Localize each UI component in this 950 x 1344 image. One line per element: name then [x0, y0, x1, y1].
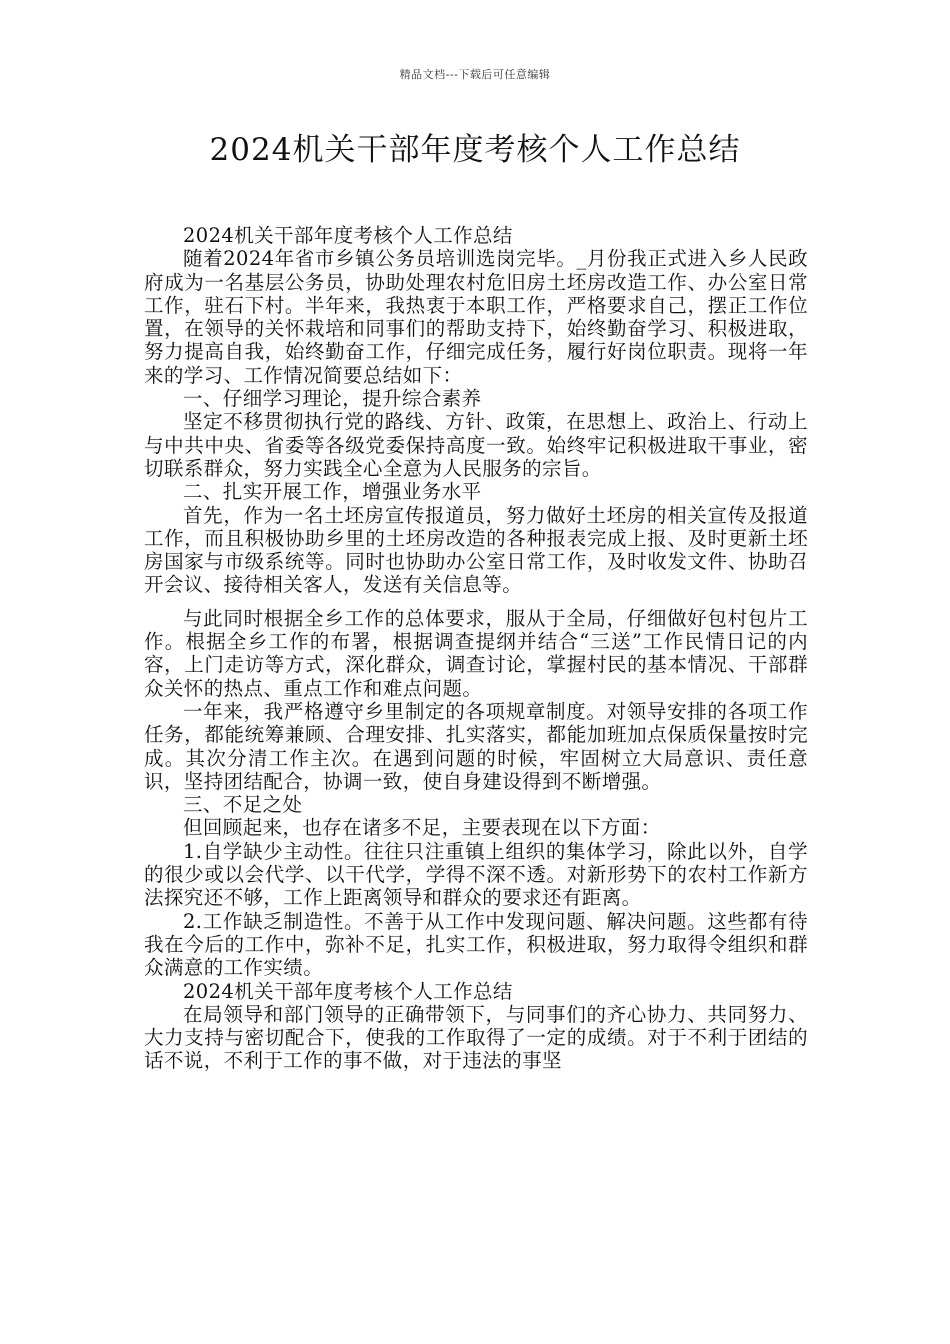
section-heading-1: 一、仔细学习理论，提升综合素养 — [183, 387, 482, 411]
document-body — [144, 224, 808, 1073]
paragraph-section-2-c: 一年来，我严格遵守乡里制定的各项规章制度。对领导安排的各项工作任务，都能统筹兼顾、合理安排、扎实落实，都能加班加点保质保量按时完成。其次分清工作主次。在遇到问题的时候，牢固树立大局意识、责任意识，坚持团结配合，协调一致，使自身建设得到不断增强。 — [144, 699, 808, 793]
paragraph-closing: 在局领导和部门领导的正确带领下，与同事们的齐心协力、共同努力、大力支持与密切配合下，使我的工作取得了一定的成绩。对于不利于团结的话不说，不利于工作的事不做，对于违法的事坚 — [144, 1002, 808, 1073]
document-title: 2024机关干部年度考核个人工作总结 — [209, 132, 741, 168]
paragraph-section-1: 坚定不移贯彻执行党的路线、方针、政策，在思想上、政治上、行动上与中共中央、省委等各级党委保持高度一致。始终牢记积极进取干事业，密切联系群众，努力实践全心全意为人民服务的宗旨。 — [144, 410, 808, 480]
section-heading-3: 三、不足之处 — [183, 793, 303, 817]
header-note: 精品文档---下载后可任意编辑 — [399, 68, 551, 81]
paragraph-section-2-b: 与此同时根据全乡工作的总体要求，服从于全局，仔细做好包村包片工作。根据全乡工作的布署，根据调查提纲并结合“三送”工作民情日记的内容，上门走访等方式，深化群众，调查讨论，掌握村民的基本情况、干部群众关怀的热点、重点工作和难点问题。 — [144, 606, 808, 700]
paragraph-intro: 随着2024年省市乡镇公务员培训选岗完毕。_月份我正式进入乡人民政府成为一名基层公务员，协助处理农村危旧房土坯房改造工作、办公室日常工作，驻石下村。半年来，我热衷于本职工作，严格要求自己，摆正工作位置，在领导的关怀栽培和同事们的帮助支持下，始终勤奋学习、积极进取，努力提高自我，始终勤奋工作，仔细完成任务，履行好岗位职责。现将一年来的学习、工作情况简要总结如下： — [144, 247, 808, 387]
paragraph-shortcoming-2: 2.工作缺乏制造性。不善于从工作中发现问题、解决问题。这些都有待我在今后的工作中，弥补不足，扎实工作，积极进取，努力取得令组织和群众满意的工作实绩。 — [144, 909, 808, 980]
paragraph-subtitle-repeat: 2024机关干部年度考核个人工作总结 — [183, 979, 513, 1003]
paragraph-section-3-intro: 但回顾起来，也存在诸多不足，主要表现在以下方面： — [183, 816, 661, 840]
paragraph-section-2-a: 首先，作为一名土坯房宣传报道员，努力做好土坯房的相关宣传及报道工作，而且积极协助乡里的土坯房改造的各种报表完成上报、及时更新土坯房国家与市级系统等。同时也协助办公室日常工作，及时收发文件、协助召开会议、接待相关客人，发送有关信息等。 — [144, 503, 808, 597]
paragraph-subtitle: 2024机关干部年度考核个人工作总结 — [183, 224, 513, 247]
paragraph-shortcoming-1: 1.自学缺少主动性。往往只注重镇上组织的集体学习，除此以外，自学的很少或以会代学、以干代学，学得不深不透。对新形势下的农村工作新方法探究还不够，工作上距离领导和群众的要求还有距离。 — [144, 839, 808, 910]
section-heading-2: 二、扎实开展工作，增强业务水平 — [183, 480, 482, 504]
